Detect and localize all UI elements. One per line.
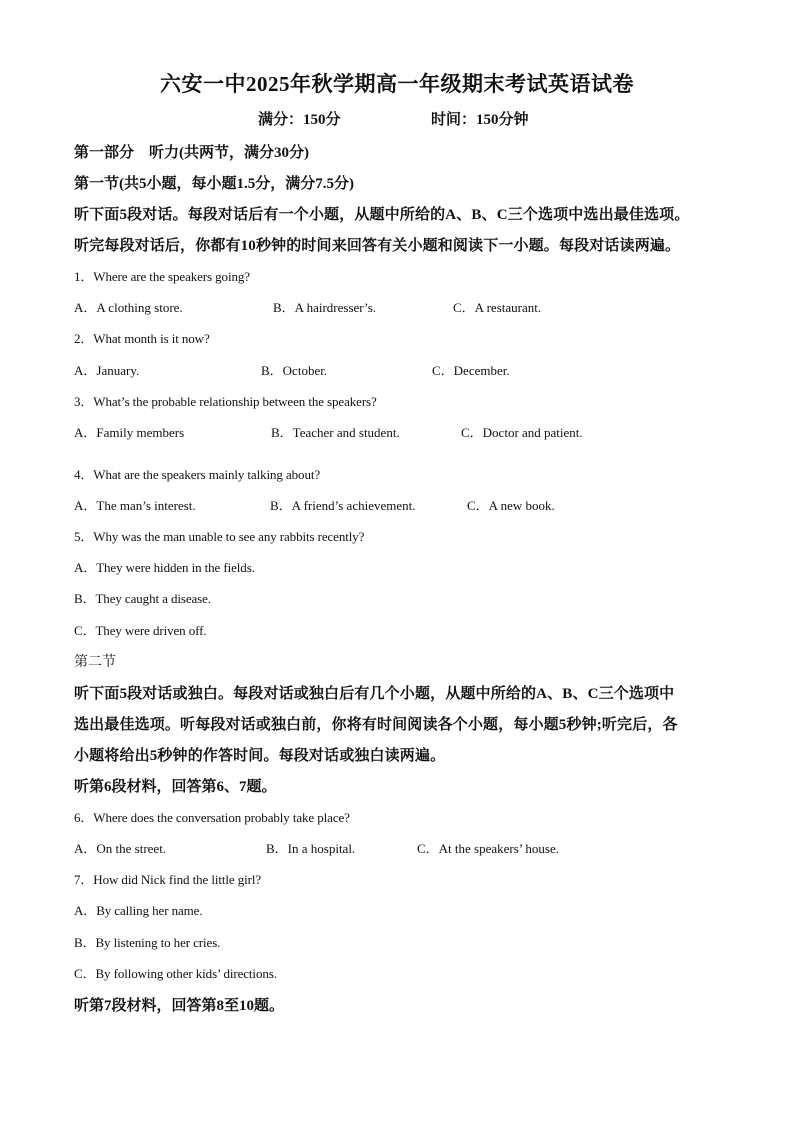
question-6-options [74,838,754,856]
option-a: A．On the street. [74,841,167,856]
section-one-instruction-line: 听完每段对话后，你都有10秒钟的时间来回答有关小题和阅读下一小题。每段对话读两遍。 [74,238,681,254]
section-two-instruction-line: 选出最佳选项。听每段对话或独白前，你将有时间阅读各个小题，每小题5秒钟;听完后，各 [74,717,678,733]
option-c: C．A restaurant. [453,300,542,315]
option-a: A．They were hidden in the fields. [74,560,255,575]
material-7-heading: 听第7段材料，回答第8至10题。 [74,998,285,1014]
option-b: B．Teacher and student. [271,425,400,440]
section-two-instruction-line: 听下面5段对话或独白。每段对话或独白后有几个小题，从题中所给的A、B、C三个选项中 [74,686,675,702]
option-c: C．At the speakers’ house. [417,841,560,856]
option-b: B．They caught a disease. [74,591,211,606]
exam-time: 时间：150分钟 [431,112,529,128]
option-a: A．Family members [74,425,185,440]
option-b: B．October. [261,363,328,378]
option-c: C．They were driven off. [74,623,207,638]
option-b: B．In a hospital. [266,841,356,856]
material-6-heading: 听第6段材料，回答第6、7题。 [74,779,277,795]
question-1-stem: 1．Where are the speakers going? [74,269,250,284]
option-b: B．By listening to her cries. [74,935,221,950]
question-4-stem: 4．What are the speakers mainly talking about? [74,467,321,482]
section-two-instruction-line: 小题将给出5秒钟的作答时间。每段对话或独白读两遍。 [74,748,446,764]
full-score: 满分：150分 [258,112,341,128]
option-c: C．A new book. [467,498,555,513]
option-a: A．The man’s interest. [74,498,196,513]
option-a: A．A clothing store. [74,300,183,315]
question-5-stem: 5．Why was the man unable to see any rabbits recently? [74,529,365,544]
option-a: A．By calling her name. [74,903,203,918]
section-two-heading: 第二节 [74,655,116,670]
question-4-options [74,495,754,513]
option-b: B．A hairdresser’s. [273,300,377,315]
option-c: C．Doctor and patient. [461,425,583,440]
option-c: C．By following other kids’ directions. [74,966,277,981]
question-6-stem: 6．Where does the conversation probably take place? [74,810,350,825]
exam-title: 六安一中2025年秋学期高一年级期末考试英语试卷 [160,72,634,96]
question-1-options [74,297,754,315]
section-one-heading: 第一节(共5小题，每小题1.5分，满分7.5分) [74,176,354,192]
option-c: C．December. [432,363,510,378]
question-2-options [74,360,754,378]
option-a: A．January. [74,363,140,378]
section-one-instruction-line: 听下面5段对话。每段对话后有一个小题，从题中所给的A、B、C三个选项中选出最佳选项。 [74,207,690,223]
question-7-stem: 7．How did Nick find the little girl? [74,872,262,887]
question-3-stem: 3．What’s the probable relationship between the speakers? [74,394,377,409]
question-2-stem: 2．What month is it now? [74,331,210,346]
option-b: B．A friend’s achievement. [270,498,416,513]
question-3-options [74,422,754,440]
part-one-heading: 第一部分 听力(共两节，满分30分) [74,145,309,161]
